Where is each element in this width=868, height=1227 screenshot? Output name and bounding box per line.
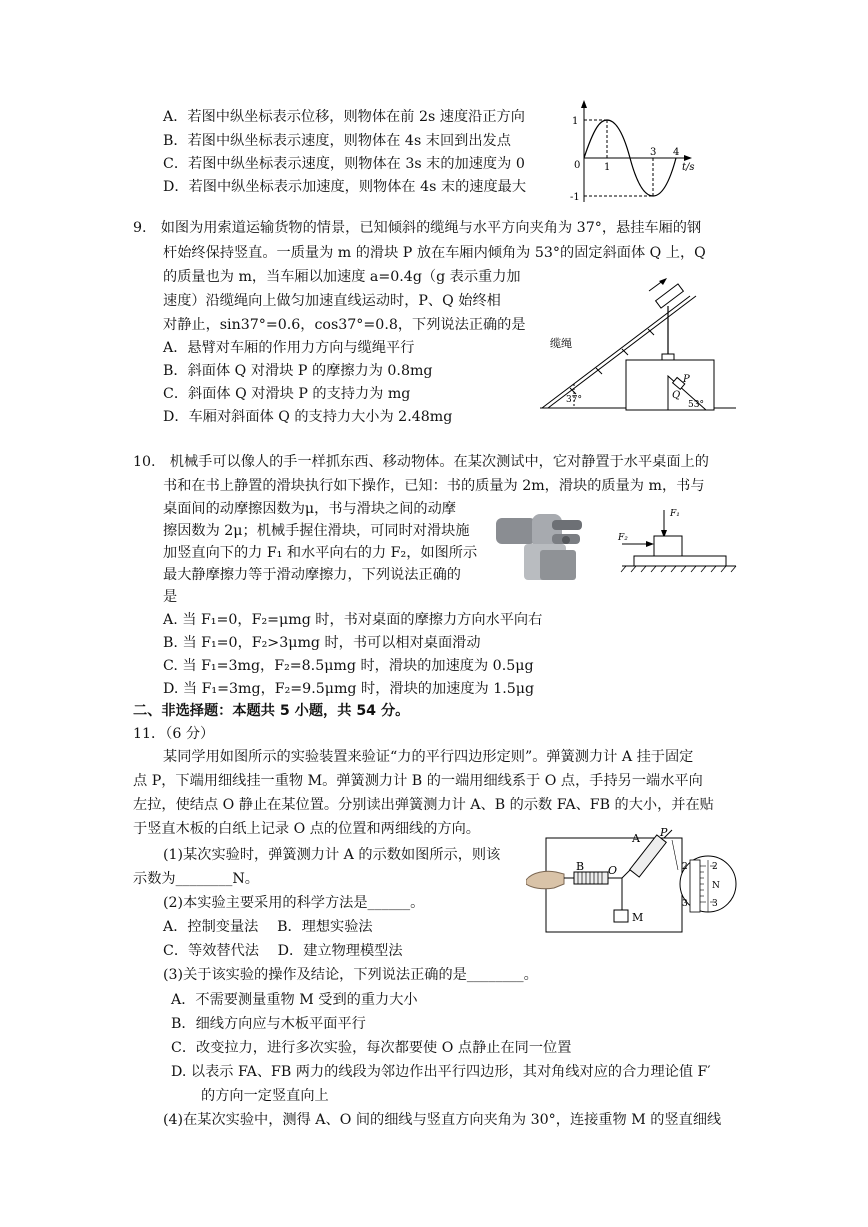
q9-fig-angle-37: 37° bbox=[566, 395, 582, 405]
q9-fig-q-label: Q bbox=[672, 390, 681, 401]
q11-part2-options-1: A．控制变量法 B．理想实验法 bbox=[163, 919, 373, 935]
q11-fig-scale-3-left: 3 bbox=[682, 899, 688, 909]
q9-option-c: C．斜面体 Q 对滑块 P 的支持力为 mg bbox=[163, 386, 411, 402]
q10-stem-line-3: 桌面间的动摩擦因数为μ，书与滑块之间的动摩 bbox=[163, 501, 456, 517]
q11-part1-line-2: 示数为________N。 bbox=[133, 871, 259, 887]
q10-stem-line-4: 擦因数为 2μ；机械手握住滑块，可同时对滑块施 bbox=[163, 523, 470, 539]
q10-stem-line-6: 最大静摩擦力等于滑动摩擦力，下列说法正确的 bbox=[163, 567, 461, 583]
q11-fig-scale-2-left: 2 bbox=[682, 862, 688, 872]
q11-apparatus-figure bbox=[526, 826, 738, 934]
q9-stem-line-1: 9. 如图为用索道运输货物的情景，已知倾斜的缆绳与水平方向夹角为 37°，悬挂车厢的钢 bbox=[133, 220, 702, 236]
q9-stem-line-2: 杆始终保持竖直。一质量为 m 的滑块 P 放在车厢内倾角为 53°的固定斜面体 Q 上，Q bbox=[163, 245, 706, 261]
q10-fig-f2-label: F₂ bbox=[618, 533, 628, 543]
q11-fig-a-label: A bbox=[632, 832, 640, 845]
q9-option-d: D．车厢对斜面体 Q 的支持力大小为 2.48mg bbox=[163, 409, 453, 425]
q11-fig-p-label: P bbox=[660, 826, 668, 839]
q8-option-a: A．若图中纵坐标表示位移，则物体在前 2s 速度沿正方向 bbox=[163, 109, 525, 125]
graph-label-0: 0 bbox=[574, 160, 581, 171]
q11-title: 11．（6 分） bbox=[133, 726, 215, 742]
q9-cable-car-figure bbox=[540, 268, 736, 418]
q10-block-figure bbox=[612, 500, 738, 580]
robot-hand-image bbox=[496, 500, 592, 580]
q11-part3-question: (3)关于该实验的操作及结论，下列说法正确的是________。 bbox=[163, 967, 538, 983]
q11-part2-question: (2)本实验主要采用的科学方法是______。 bbox=[163, 895, 425, 911]
q10-stem-line-1: 10. 机械手可以像人的手一样抓东西、移动物体。在某次测试中，它对静置于水平桌面上的 bbox=[133, 454, 709, 470]
q8-option-c: C．若图中纵坐标表示速度，则物体在 3s 末的加速度为 0 bbox=[163, 156, 525, 172]
graph-xlabel: t/s bbox=[682, 162, 695, 173]
q10-option-c: C. 当 F₁=3mg，F₂=8.5μmg 时，滑块的加速度为 0.5μg bbox=[163, 658, 534, 674]
q11-intro-line-4: 于竖直木板的白纸上记录 O 点的位置和两细线的方向。 bbox=[133, 821, 480, 837]
q11-part2-options-2: C．等效替代法 D．建立物理模型法 bbox=[163, 943, 403, 959]
q11-part3-option-d: D. 以表示 FA、FB 两力的线段为邻边作出平行四边形，其对角线对应的合力理论值 F′ bbox=[171, 1064, 711, 1080]
q11-part3-option-b: B．细线方向应与木板平面平行 bbox=[171, 1016, 366, 1032]
q9-fig-cable-label: 缆绳 bbox=[550, 337, 572, 350]
q11-intro-line-1: 某同学用如图所示的实验装置来验证“力的平行四边形定则”。弹簧测力计 A 挂于固定 bbox=[163, 749, 694, 765]
q11-part4-question: (4)在某次实验中，测得 A、O 间的细线与竖直方向夹角为 30°，连接重物 M 的竖直细线 bbox=[163, 1112, 722, 1128]
q9-fig-p-label: P bbox=[683, 374, 690, 385]
q11-intro-line-3: 左拉，使结点 O 静止在某位置。分别读出弹簧测力计 A、B 的示数 FA、FB 的大小，并在贴 bbox=[133, 797, 714, 813]
graph-tick-1: 1 bbox=[604, 162, 611, 173]
q8-option-d: D．若图中纵坐标表示加速度，则物体在 4s 末的速度最大 bbox=[163, 179, 527, 195]
q11-fig-m-label: M bbox=[632, 911, 644, 924]
graph-tick-4: 4 bbox=[673, 147, 680, 158]
q11-fig-o-label: O bbox=[608, 864, 618, 877]
q9-option-b: B．斜面体 Q 对滑块 P 的摩擦力为 0.8mg bbox=[163, 363, 433, 379]
graph-tick-3: 3 bbox=[650, 147, 657, 158]
q9-fig-angle-53: 53° bbox=[688, 400, 704, 410]
q11-intro-line-2: 点 P，下端用细线挂一重物 M。弹簧测力计 B 的一端用细线系于 O 点，手持另一端水平向 bbox=[133, 773, 703, 789]
q10-option-a: A. 当 F₁=0，F₂=μmg 时，书对桌面的摩擦力方向水平向右 bbox=[163, 612, 543, 628]
graph-label-1: 1 bbox=[572, 116, 579, 127]
graph-label-neg1: -1 bbox=[570, 192, 580, 203]
q9-option-a: A．悬臂对车厢的作用力方向与缆绳平行 bbox=[163, 340, 415, 356]
q10-stem-line-7: 是 bbox=[163, 589, 178, 605]
q11-fig-scale-unit: N bbox=[712, 881, 720, 891]
q11-part3-option-c: C．改变拉力，进行多次实验，每次都要使 O 点静止在同一位置 bbox=[171, 1040, 572, 1056]
q8-sine-graph bbox=[570, 98, 710, 210]
q11-part1-line-1: (1)某次实验时，弹簧测力计 A 的示数如图所示，则该 bbox=[163, 847, 501, 863]
q11-fig-scale-3-right: 3 bbox=[712, 899, 718, 909]
q10-option-b: B. 当 F₁=0，F₂>3μmg 时，书可以相对桌面滑动 bbox=[163, 635, 481, 651]
q11-part3-option-a: A．不需要测量重物 M 受到的重力大小 bbox=[171, 992, 418, 1008]
q10-stem-line-2: 书和在书上静置的滑块执行如下操作，已知：书的质量为 2m，滑块的质量为 m，书与 bbox=[163, 478, 705, 494]
q9-stem-line-5: 对静止，sin37°=0.6，cos37°=0.8，下列说法正确的是 bbox=[163, 317, 526, 333]
section-2-heading: 二、非选择题：本题共 5 小题，共 54 分。 bbox=[133, 703, 410, 719]
q11-fig-scale-2-right: 2 bbox=[712, 862, 718, 872]
q11-fig-b-label: B bbox=[576, 860, 585, 873]
q8-option-b: B．若图中纵坐标表示速度，则物体在 4s 末回到出发点 bbox=[163, 133, 511, 149]
q11-part3-option-d-cont: 的方向一定竖直向上 bbox=[201, 1088, 329, 1104]
q9-stem-line-4: 速度）沿缆绳向上做匀加速直线运动时，P、Q 始终相 bbox=[163, 293, 501, 309]
q10-fig-f1-label: F₁ bbox=[670, 509, 680, 519]
q9-stem-line-3: 的质量也为 m，当车厢以加速度 a=0.4g（g 表示重力加 bbox=[163, 269, 521, 285]
q10-option-d: D. 当 F₁=3mg，F₂=9.5μmg 时，滑块的加速度为 1.5μg bbox=[163, 681, 535, 697]
q10-stem-line-5: 加竖直向下的力 F₁ 和水平向右的力 F₂，如图所示 bbox=[163, 545, 478, 561]
